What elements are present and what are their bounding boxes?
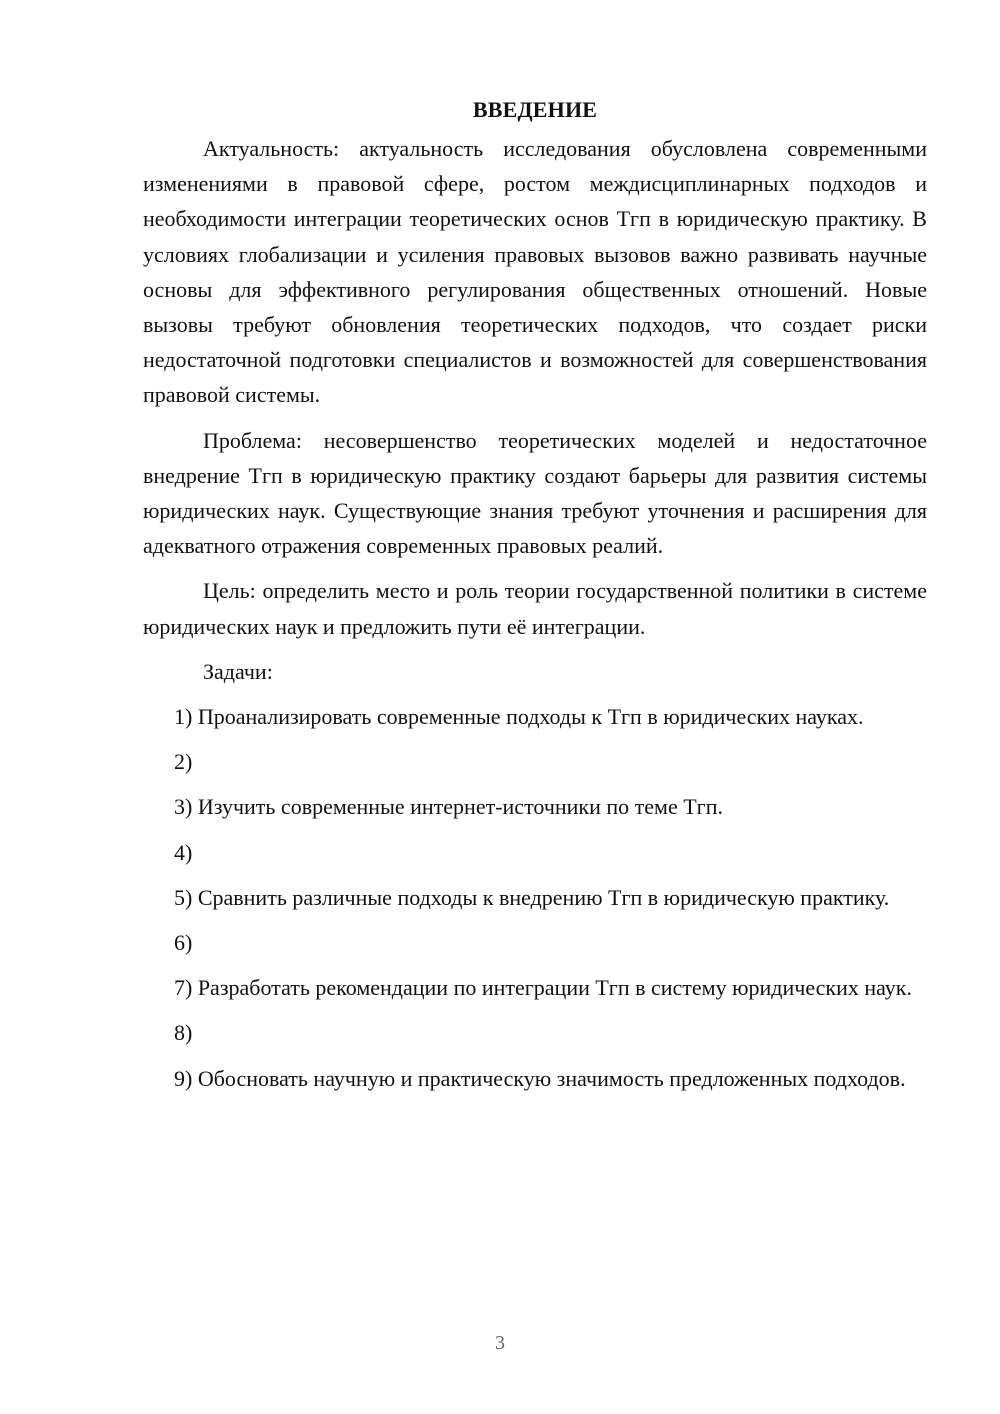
task-item: 3) Изучить современные интернет-источники по теме Тгп.: [174, 794, 723, 820]
relevance-paragraph: Актуальность: актуальность исследования обусловлена современными изменениями в правовой сфере, ростом междисциплинарных подходов и необходимости интеграции теоретических основ Тгп в юридическую практику. В условиях глобализации и усиления правовых вызовов важно развивать научные основы для эффективного регулирования общественных отношений. Новые вызовы требуют обновления теоретических подходов, что создает риски недостаточной подготовки специалистов и возможностей для совершенствования правовой системы.: [143, 136, 927, 408]
task-item: 6): [174, 930, 193, 956]
task-item: 2): [174, 749, 193, 775]
goal-paragraph: Цель: определить место и роль теории государственной политики в системе юридических наук и предложить пути её интеграции.: [143, 578, 927, 639]
task-item: 9) Обосновать научную и практическую значимость предложенных подходов.: [174, 1065, 906, 1091]
document-page: [143, 92, 927, 1096]
task-item: 7) Разработать рекомендации по интеграции Тгп в систему юридических наук.: [174, 975, 912, 1001]
task-item: 8): [174, 1020, 193, 1046]
task-item: 4): [174, 839, 193, 865]
tasks-heading: Задачи:: [203, 658, 273, 684]
problem-paragraph: Проблема: несовершенство теоретических моделей и недостаточное внедрение Тгп в юридическую практику создают барьеры для развития системы юридических наук. Существующие знания требуют уточнения и расширения для адекватного отражения современных правовых реалий.: [143, 427, 927, 559]
page-number: 3: [495, 1332, 505, 1354]
task-item: 5) Сравнить различные подходы к внедрению Тгп в юридическую практику.: [174, 884, 890, 910]
task-item: 1) Проанализировать современные подходы к Тгп в юридических науках.: [174, 704, 864, 730]
section-title: ВВЕДЕНИЕ: [472, 97, 598, 122]
